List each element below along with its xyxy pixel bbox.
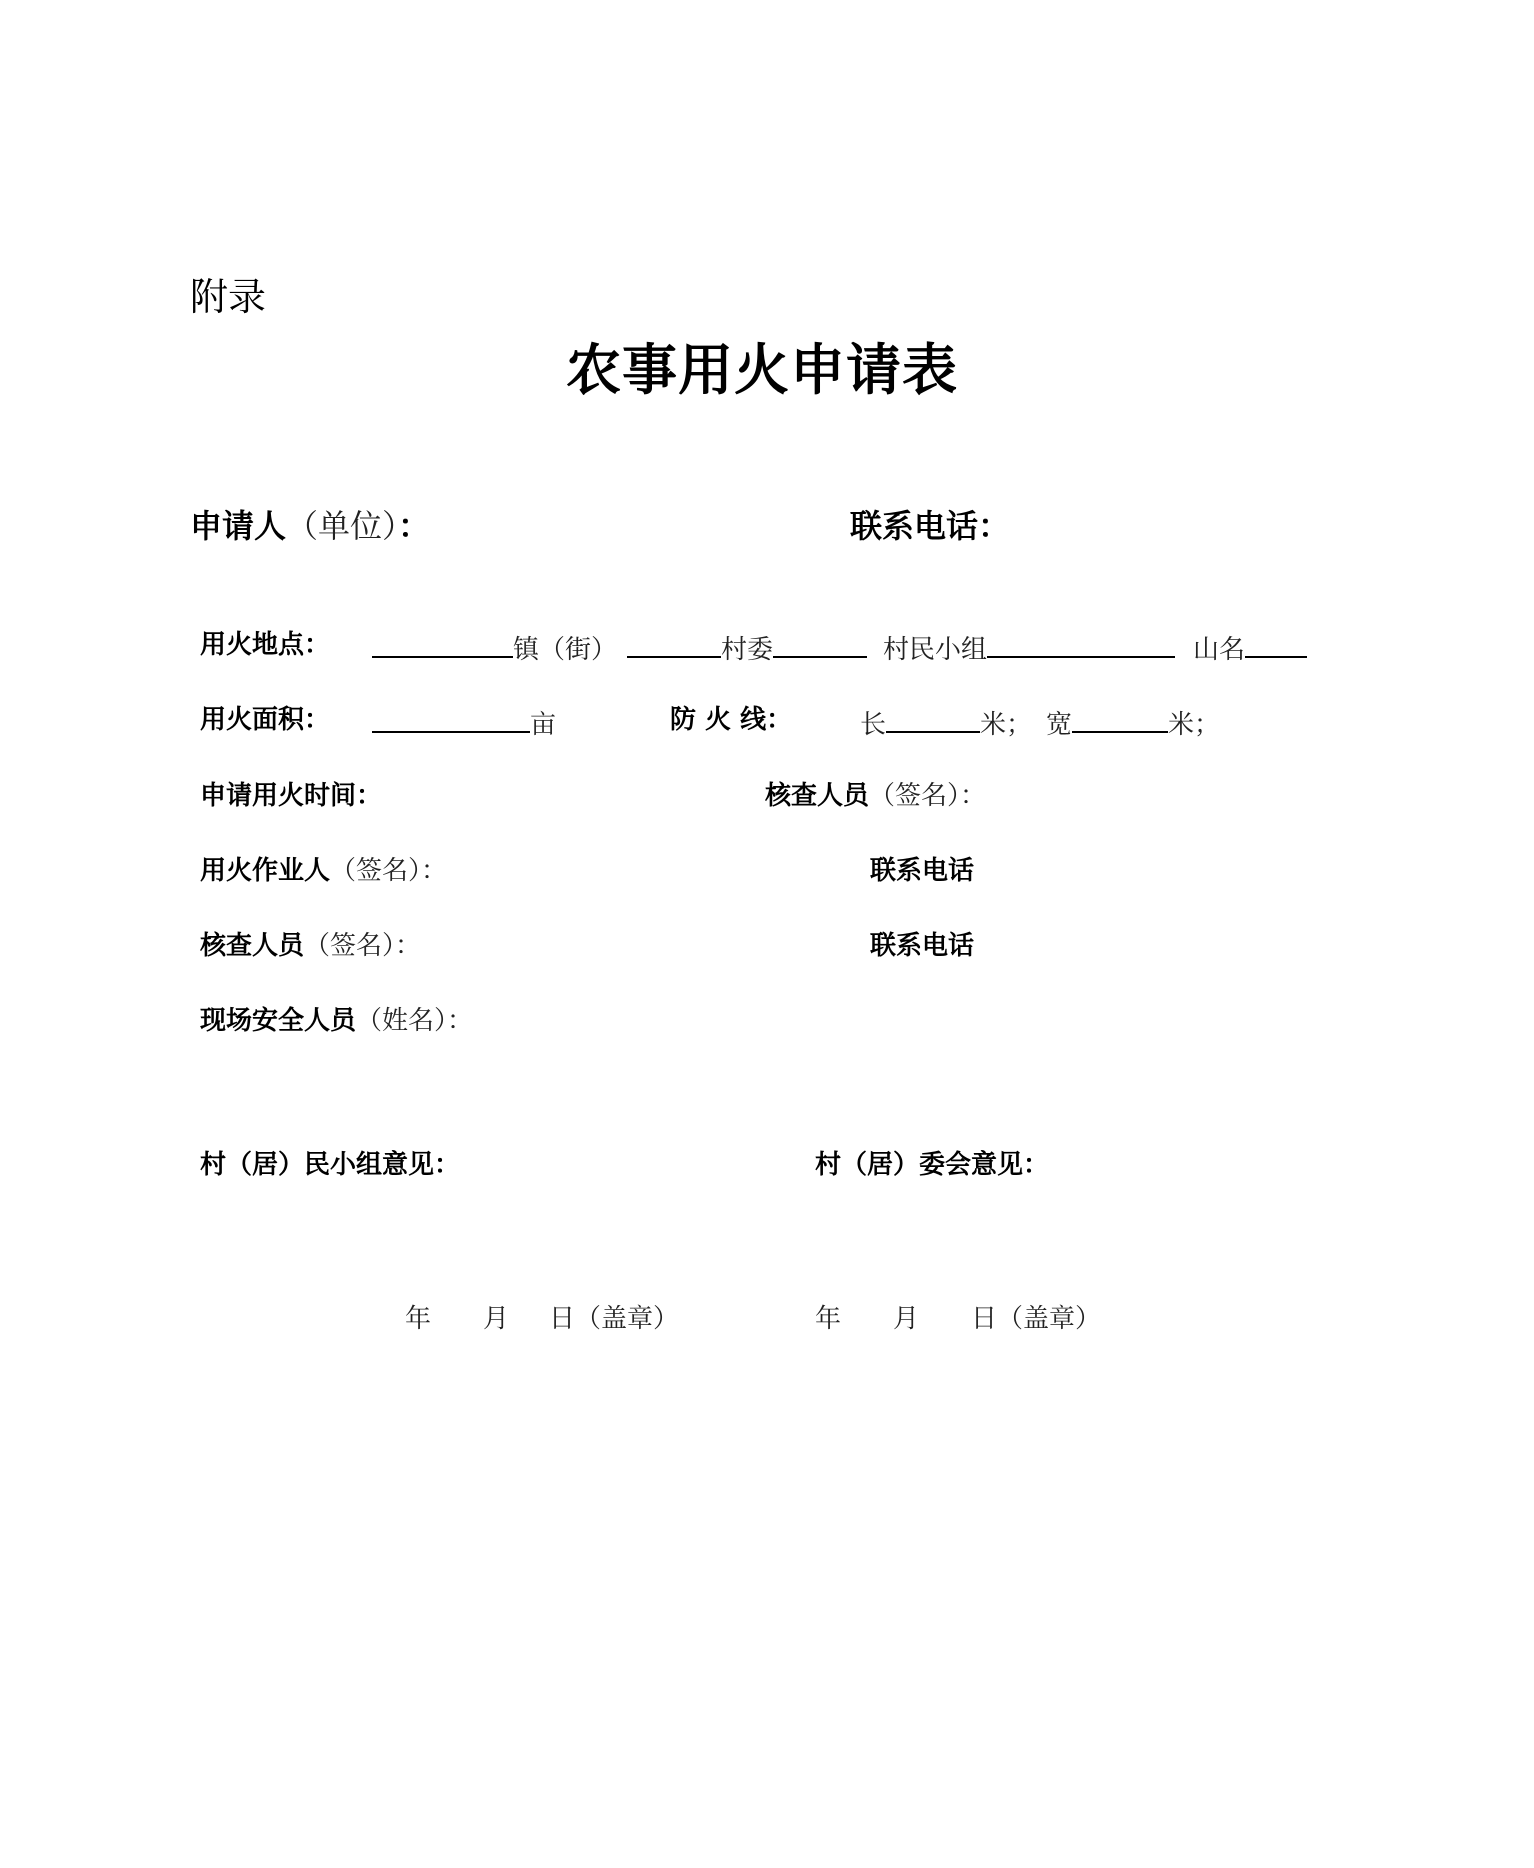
month-label: 月 (893, 1304, 920, 1334)
inspector-phone-label: 联系电话 (870, 931, 975, 961)
appendix-label: 附录 (190, 275, 267, 319)
village-group-opinion-label: 村（居）民小组意见： (200, 1150, 461, 1180)
firebreak-length-unit: 米； (980, 710, 1033, 740)
applicant-colon: ： (398, 507, 431, 545)
safety-officer-label: 现场安全人员 (200, 1006, 357, 1036)
firebreak-label: 防 火 线： (670, 705, 793, 735)
year-label: 年 (815, 1304, 842, 1334)
fire-location-row (200, 632, 330, 658)
firebreak-width-unit: 米； (1168, 710, 1221, 740)
mountain-name-label: 山名 (1193, 635, 1246, 665)
fire-area-label: 用火面积： (200, 705, 331, 735)
village-committee-name-input[interactable] (773, 632, 867, 658)
fire-area-input[interactable] (372, 707, 530, 733)
village-group-input[interactable] (987, 632, 1175, 658)
day-label: 日 (549, 1304, 576, 1334)
inspector-label: 核查人员 (200, 931, 305, 961)
inspector-sign-label: （签名）： (304, 931, 422, 961)
applicant-phone-label: 联系电话： (850, 507, 1011, 545)
seal-label: （盖章） (997, 1304, 1102, 1334)
safety-officer-name-label: （姓名）： (356, 1006, 474, 1036)
group-signature-date (405, 1306, 679, 1332)
page-title: 农事用火申请表 (566, 337, 959, 402)
inspector-field (200, 933, 421, 959)
day-label: 日 (971, 1304, 998, 1334)
applicant-field (190, 507, 431, 545)
applicant-unit-label: （单位） (286, 507, 399, 545)
month-label: 月 (483, 1304, 510, 1334)
village-committee-suffix: 村委 (721, 635, 774, 665)
fire-location-label: 用火地点： (200, 630, 331, 660)
firebreak-width-input[interactable] (1072, 707, 1168, 733)
firebreak-length-label: 长 (860, 710, 887, 740)
operator-field (200, 858, 447, 884)
fire-area-row (200, 707, 330, 733)
firebreak-fields (670, 707, 792, 733)
mountain-name-input[interactable] (1245, 632, 1307, 658)
operator-label: 用火作业人 (200, 856, 331, 886)
safety-officer-field (200, 1008, 473, 1034)
firebreak-width-label: 宽 (1046, 710, 1073, 740)
seal-label: （盖章） (575, 1304, 680, 1334)
time-inspector-label: 核查人员 (765, 781, 870, 811)
operator-phone-label: 联系电话 (870, 856, 975, 886)
fire-area-unit: 亩 (530, 710, 557, 740)
firebreak-dimensions (860, 707, 1220, 738)
village-group-label: 村民小组 (883, 635, 988, 665)
committee-signature-date (815, 1306, 1101, 1332)
town-suffix: 镇（街） (513, 635, 618, 665)
fire-time-label: 申请用火时间： (200, 781, 383, 811)
operator-sign-label: （签名）： (330, 856, 448, 886)
firebreak-length-input[interactable] (886, 707, 980, 733)
time-inspector-field (765, 783, 986, 809)
village-committee-opinion-label: 村（居）委会意见： (815, 1150, 1050, 1180)
year-label: 年 (405, 1304, 432, 1334)
time-inspector-sign-label: （签名）： (869, 781, 987, 811)
village-committee-input[interactable] (627, 632, 721, 658)
town-input[interactable] (372, 632, 513, 658)
applicant-label: 申请人 (190, 507, 287, 545)
fire-location-fields (372, 632, 1307, 663)
fire-area-fields (372, 707, 556, 738)
